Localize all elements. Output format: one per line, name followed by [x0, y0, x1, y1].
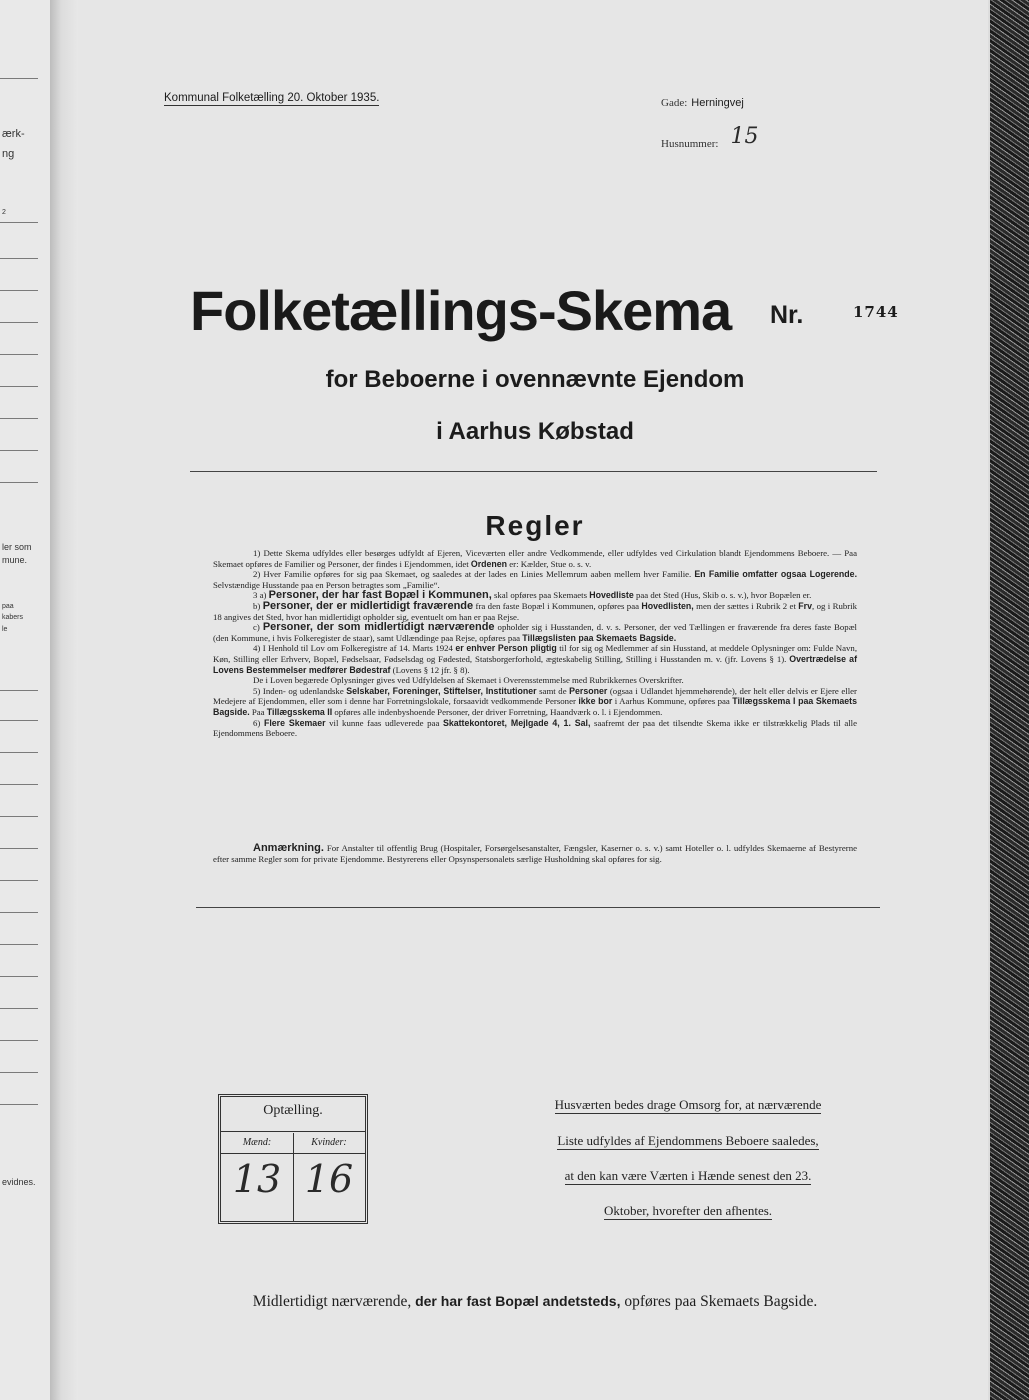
rule-3c — [213, 622, 857, 643]
rule-text: paa det Sted (Hus, Skib o. s. v.), hvor Bopælen er. — [635, 590, 812, 601]
left-page-fragment: paa — [2, 603, 14, 610]
left-page-fragment: le — [2, 626, 8, 633]
notice-line — [513, 1203, 863, 1219]
rule-text: 2) Hver Familie opføres for sig paa Skemaet, og saaledes at der lades en Linies Mellemrum aaben mellem hver Familie. — [253, 569, 692, 580]
left-page-rule — [0, 976, 38, 977]
rule-text: opføres alle indenbyshoende Personer, der driver Forretning, Haandværk o. l. i Ejendommen. — [334, 706, 663, 717]
left-page-rule — [0, 482, 38, 483]
left-page-rule — [0, 784, 38, 785]
footer-note — [0, 1293, 1029, 1311]
left-page-fragment: ng — [2, 148, 15, 160]
rule-5 — [213, 686, 857, 718]
footer-text: Midlertidigt nærværende, — [252, 1293, 412, 1310]
rule-emphasis: er enhver Person pligtig — [455, 643, 557, 654]
left-page-fragment: ærk- — [2, 128, 25, 140]
rule-emphasis: Tillægsskema I paa Skemaets Bagside. — [213, 696, 857, 717]
left-page-rule — [0, 78, 38, 79]
notice-text: at den kan være Værten i Hænde senest den 23. — [564, 1168, 812, 1183]
rule-text: c) — [253, 622, 260, 633]
rule-text: 4) I Henhold til Lov om Folkeregistre af 14. Marts 1924 — [253, 643, 453, 654]
rule-text: men der sættes i Rubrik 2 et — [696, 600, 796, 611]
notice-text: Husværten bedes drage Omsorg for, at nærværende — [554, 1097, 822, 1112]
notice-text: Liste udfyldes af Ejendommens Beboere saaledes, — [557, 1133, 819, 1148]
left-page-rule — [0, 1072, 38, 1073]
left-page-rule — [0, 752, 38, 753]
rule-heading: Personer, der har fast Bopæl i Kommunen, — [268, 589, 492, 602]
left-page-rule — [0, 1040, 38, 1041]
rule-emphasis: Frv — [798, 600, 812, 611]
rule-emphasis: Overtrædelse af Lovens Bestemmelser medfører Bødestraf — [213, 653, 857, 675]
rule-emphasis: Hovedlisten, — [641, 600, 694, 611]
notice-text: Oktober, hvorefter den afhentes. — [603, 1203, 773, 1218]
form-number-label: Nr. — [770, 301, 804, 329]
rule-emphasis: Personer — [569, 685, 608, 696]
rule-text: opholder sig i Husstanden, d. v. s. Personer, der ved Tællingen er fraværende fra deres faste Bopæl (den Kommune, i hvis Folkeregister de staar), samt Udlændinge paa Rejse, opføres paa — [213, 622, 858, 643]
rule-emphasis: Ordenen — [470, 558, 508, 569]
rule-6 — [213, 718, 857, 739]
rule-3b — [213, 601, 857, 622]
street-label: Gade: — [661, 97, 688, 109]
rule-text: De i Loven begærede Oplysninger gives ved Udfyldelsen af Skemaet i Overensstemmelse med Rubrikkernes Overskrifter. — [253, 675, 684, 686]
rule-text: Selvstændige Husstande paa en Person betragtes som „Familie“. — [213, 579, 440, 590]
house-number-value: 15 — [730, 124, 759, 149]
rule-text: Paa — [251, 706, 265, 717]
left-page-rule — [0, 354, 38, 355]
rule-text: samt de — [539, 685, 567, 696]
left-page-rule — [0, 222, 38, 223]
left-page-fragment: 2 — [2, 209, 6, 216]
rules-heading: Regler — [485, 510, 585, 541]
men-label: Mænd: — [242, 1137, 272, 1148]
left-page-rule — [0, 322, 38, 323]
rule-4 — [213, 643, 857, 675]
remark-text: For Anstalter til offentlig Brug (Hospitaler, Forsørgelsesanstalter, Fængsler, Kaserner o. s. v.) samt Hoteller o. l. udfyldes Skemaerne af Bestyrerne efter samme Regler som for private Ejendomme. Bestyrerens eller Opsynspersonalets særlige Husholdning skal opføres for sig. — [213, 843, 857, 864]
left-facing-page — [0, 0, 52, 1400]
rule-emphasis: Skattekontoret, Mejlgade 4, 1. Sal, — [442, 717, 591, 728]
rule-emphasis: Tillægslisten paa Skemaets Bagside. — [522, 632, 677, 643]
rule-heading: Personer, der som midlertidigt nærværende — [262, 621, 495, 634]
count-divider — [221, 1153, 365, 1154]
rule-text: (ogsaa i Udlandet hjemmehørende), der helt eller delvis er Ejere eller Medejere af Ejendommen, eller som i denne har Forretningslokale, forsaavidt vedkommende Personer — [213, 685, 857, 707]
left-page-rule — [0, 1008, 38, 1009]
remark-section — [213, 843, 857, 864]
rule-text: , og i Rubrik 18 angives det Sted, hvor han midlertidigt opholder sig, eventuelt om han er paa Rejse. — [213, 600, 858, 622]
rule-text: fra den faste Bopæl i Kommunen, opføres paa — [475, 600, 640, 611]
left-page-rule — [0, 816, 38, 817]
rule-text: vil kunne faas udleverede paa — [329, 717, 440, 728]
street-field — [661, 93, 744, 111]
rule-heading: Personer, der er midlertidigt fraværende — [262, 599, 474, 612]
rule-emphasis: Hovedliste — [589, 590, 634, 601]
footer-emphasis: der har fast Bopæl andetsteds, — [415, 1293, 621, 1309]
women-label: Kvinder: — [311, 1137, 347, 1148]
marbled-cover-edge — [988, 0, 1029, 1400]
count-box — [218, 1094, 368, 1224]
count-divider — [221, 1131, 365, 1132]
rule-text: saafremt der paa det tilsendte Skema ikke er tilstrækkelig Plads til alle Ejendommens Beboere. — [213, 717, 858, 739]
divider — [190, 471, 877, 472]
rule-2 — [213, 569, 857, 590]
left-page-rule — [0, 258, 38, 259]
left-page-rule — [0, 450, 38, 451]
left-page-rule — [0, 944, 38, 945]
rule-emphasis: ikke bor — [578, 696, 613, 707]
rule-text: skal opføres paa Skemaets — [493, 590, 588, 601]
left-page-rule — [0, 690, 38, 691]
left-page-fragment: evidnes. — [2, 1177, 36, 1187]
book-gutter — [50, 0, 78, 1400]
rule-text: er: Kælder, Stue o. s. v. — [509, 558, 592, 569]
notice-line — [513, 1168, 863, 1184]
house-number-field — [661, 124, 759, 153]
form-subtitle: for Beboerne i ovennævnte Ejendom — [325, 366, 745, 393]
rule-text: b) — [253, 600, 261, 611]
left-page-rule — [0, 848, 38, 849]
left-page-rule — [0, 720, 38, 721]
divider — [196, 907, 880, 908]
left-page-fragment: mune. — [2, 555, 28, 565]
rule-text: (Lovens § 12 jfr. § 8). — [392, 664, 470, 675]
left-page-rule — [0, 912, 38, 913]
rule-1 — [213, 548, 857, 569]
rule-emphasis: Flere Skemaer — [263, 717, 326, 728]
street-value: Herningvej — [691, 97, 744, 109]
left-page-rule — [0, 1104, 38, 1105]
form-number-value: 1744 — [853, 303, 899, 321]
rule-text: 3 a) — [253, 590, 267, 601]
left-page-fragment: kabers — [2, 614, 24, 621]
rule-4b — [213, 675, 857, 686]
remark-label: Anmærkning. — [253, 842, 324, 854]
rule-emphasis: En Familie omfatter ogsaa Logerende. — [694, 569, 858, 580]
notice-line — [513, 1133, 863, 1149]
women-count: 16 — [304, 1157, 354, 1201]
census-header: Kommunal Folketælling 20. Oktober 1935. — [164, 92, 380, 104]
rule-emphasis: Selskaber, Foreninger, Stiftelser, Institutioner — [346, 685, 537, 696]
men-count: 13 — [232, 1157, 282, 1201]
house-number-label: Husnummer: — [661, 138, 719, 150]
form-title: Folketællings-Skema — [190, 279, 732, 342]
rule-text: 5) Inden- og udenlandske — [253, 685, 344, 696]
notice-line — [513, 1097, 863, 1113]
rule-text: 6) — [253, 717, 261, 728]
form-municipality: i Aarhus Købstad — [436, 418, 634, 445]
rule-emphasis: Tillægsskema II — [266, 706, 333, 717]
rule-text: i Aarhus Kommune, opføres paa — [614, 696, 730, 707]
footer-text: opføres paa Skemaets Bagside. — [624, 1293, 818, 1310]
left-page-rule — [0, 290, 38, 291]
rule-text: 1) Dette Skema udfyldes eller besørges udfyldt af Ejeren, Viceværten eller andre Vedkommende, eller udfyldes ved Cirkulation blandt Ejendommens Beboere. — Paa Skemaet opføres de Familier og Personer, der findes i Ejendommen, idet — [213, 548, 857, 569]
count-title: Optælling. — [263, 1103, 323, 1118]
rules-text — [213, 548, 857, 739]
left-page-rule — [0, 880, 38, 881]
left-page-fragment: ler som — [2, 542, 32, 552]
rule-text: til for sig og Medlemmer af sin Husstand, at meddele Oplysninger om: Fulde Navn, Køn, Stilling eller Erhverv, Bopæl, Fødselsaar, Fødselsdag og Fødested, Statsborgerforhold, ægteskabelig Stilling, Stilling i Husstanden m. v. (jfr. Lovens § 1). — [213, 643, 858, 664]
